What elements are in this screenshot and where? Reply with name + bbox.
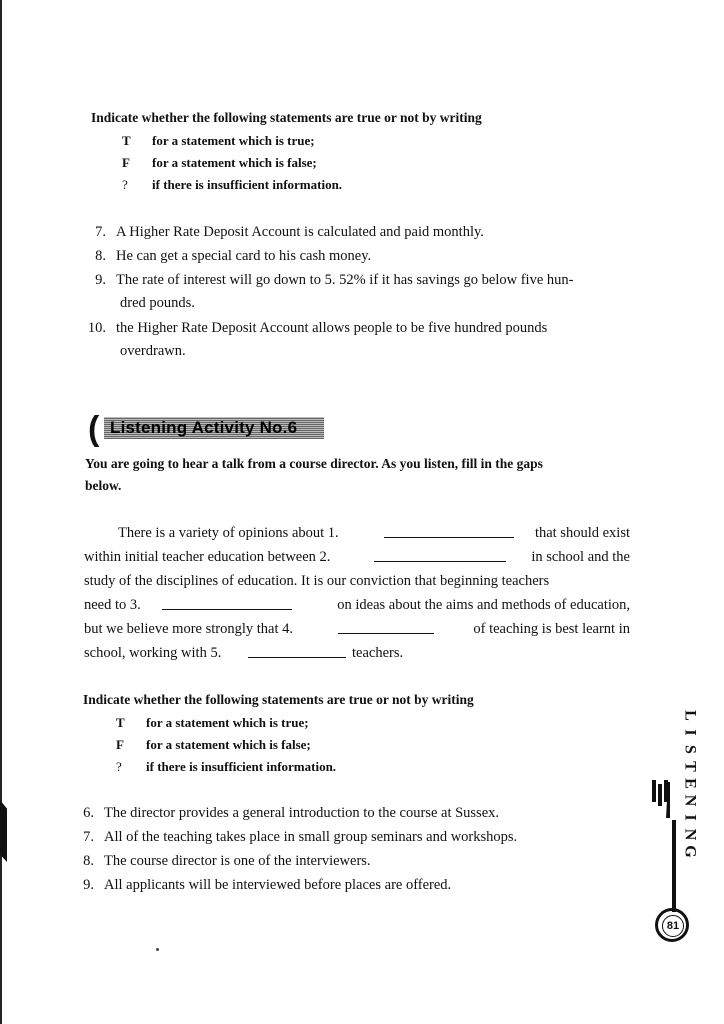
section2-option-unknown: ? if there is insufficient information. (116, 759, 337, 774)
section1-statement-9: 9. The rate of interest will go down to 5. 52% if it has savings go below five hun- (95, 272, 574, 288)
activity-heading-bracket: ( (88, 410, 100, 448)
section2-statement-6: 6. The director provides a general introduction to the course at Sussex. (83, 805, 500, 821)
gapfill-line-5 (84, 617, 630, 641)
section1-instruction: Indicate whether the following statements are true or not by writing (91, 110, 482, 125)
gapfill-text: There is a variety of opinions about 1. (118, 525, 339, 541)
activity-title: Listening Activity No.6 (110, 418, 298, 437)
section1-option-unknown: ? if there is insufficient information. (122, 177, 343, 192)
gapfill-paragraph (84, 521, 630, 665)
section1-statement-9-cont: dred pounds. (120, 295, 195, 311)
page-edge-mark (0, 800, 7, 862)
activity-instruction-line1: You are going to hear a talk from a course director. As you listen, fill in the gaps (85, 456, 543, 471)
activity-heading (88, 412, 324, 446)
page-number-badge (655, 908, 689, 942)
section2-statement-8: 8. The course director is one of the interviewers. (83, 853, 371, 869)
gap-3[interactable] (162, 595, 292, 610)
key-shaft (672, 820, 676, 912)
gapfill-line-1 (84, 521, 630, 545)
gap-4[interactable] (338, 619, 434, 634)
listening-side-label: L I S T E N I N G (681, 710, 699, 858)
gapfill-text: of teaching is best learnt in (473, 621, 630, 637)
gapfill-line-2 (84, 545, 630, 569)
gapfill-text: study of the disciplines of education. It is our conviction that beginning teachers (84, 573, 550, 589)
gapfill-text: but we believe more strongly that 4. (84, 621, 293, 637)
gap-5[interactable] (248, 643, 346, 658)
section2-option-false: F for a statement which is false; (116, 737, 311, 752)
gap-2[interactable] (374, 547, 506, 562)
page-edge-rule (0, 0, 2, 1024)
gapfill-text: in school and the (531, 549, 630, 565)
gapfill-text: on ideas about the aims and methods of education, (337, 597, 630, 613)
section2-statement-9: 9. All applicants will be interviewed before places are offered. (83, 877, 452, 893)
gapfill-text: teachers. (352, 645, 404, 661)
gapfill-text: school, working with 5. (84, 645, 222, 661)
key-icon (650, 778, 670, 820)
stray-dot (156, 948, 159, 951)
gapfill-line-3 (84, 569, 630, 593)
gapfill-text: within initial teacher education between 2. (84, 549, 331, 565)
section2-instruction: Indicate whether the following statements are true or not by writing (83, 692, 474, 707)
section1-option-false: F for a statement which is false; (122, 155, 317, 170)
gapfill-line-6 (84, 641, 630, 665)
gapfill-line-4 (84, 593, 630, 617)
section1-option-true: T for a statement which is true; (122, 133, 315, 148)
gapfill-text: need to 3. (84, 597, 141, 613)
activity-instruction-line2: below. (85, 478, 122, 493)
section2-option-true: T for a statement which is true; (116, 715, 309, 730)
section2-statement-7: 7. All of the teaching takes place in small group seminars and workshops. (83, 829, 518, 845)
section1-statement-7: 7. A Higher Rate Deposit Account is calculated and paid monthly. (95, 224, 484, 240)
section1-statement-10: 10. the Higher Rate Deposit Account allows people to be five hundred pounds (87, 320, 548, 336)
section1-statement-10-cont: overdrawn. (120, 343, 186, 359)
gapfill-text: that should exist (534, 525, 630, 541)
section1-statement-8: 8. He can get a special card to his cash money. (95, 248, 372, 264)
gap-1[interactable] (384, 523, 514, 538)
page-number: 81 (662, 915, 684, 937)
